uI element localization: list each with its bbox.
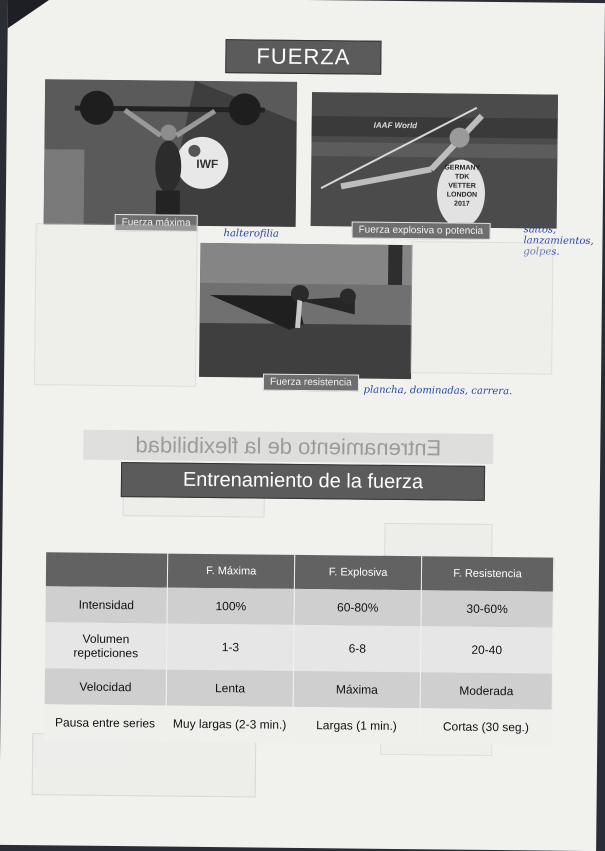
bleed-through-box-2 — [384, 523, 492, 558]
bib-line-name: VETTER — [448, 182, 476, 190]
table-cell: Cortas (30 seg.) — [420, 708, 552, 745]
table-row — [45, 622, 553, 673]
table-cell: 1-3 — [167, 624, 294, 671]
table-row-label: Volumen repeticiones — [45, 622, 167, 669]
iwf-logo-text: IWF — [196, 156, 219, 172]
bib-line-event: LONDON 2017 — [446, 191, 478, 208]
table-header-cell — [46, 552, 168, 587]
table-cell: Lenta — [166, 670, 293, 707]
page-title: FUERZA — [225, 39, 381, 75]
table-cell: Largas (1 min.) — [293, 707, 420, 744]
table-row — [44, 704, 552, 745]
table-row-label: Pausa entre series — [44, 704, 166, 741]
table-cell: 20-40 — [421, 626, 553, 673]
bleed-through-photo-left — [34, 223, 198, 387]
table-cell: Moderada — [420, 672, 552, 709]
bib-line-country: GERMANY — [444, 164, 481, 172]
table-cell: 30-60% — [421, 590, 553, 627]
bleed-through-box-1 — [123, 496, 265, 517]
bleed-through-box-3 — [32, 733, 257, 797]
plank-illustration — [199, 243, 412, 379]
photo-plank — [199, 243, 412, 379]
weightlifter-illustration — [44, 79, 298, 227]
table-row-label: Intensidad — [45, 586, 167, 623]
background-corner — [0, 0, 54, 30]
table-row — [45, 586, 553, 627]
strength-training-table — [44, 552, 554, 745]
stadium-ad-text: IAAF World — [373, 120, 418, 131]
bleed-through-photo-right — [410, 241, 553, 374]
handwritten-note-plancha: plancha, dominadas, carrera. — [363, 384, 513, 398]
bib-line-sponsor: TDK — [454, 173, 470, 181]
bib-number — [442, 163, 482, 208]
caption-fuerza-explosiva: Fuerza explosiva o potencia — [352, 221, 491, 239]
table-header-cell: F. Máxima — [168, 554, 295, 589]
photo-weightlifting — [44, 79, 298, 227]
table-row — [45, 668, 553, 709]
handwritten-note-saltos: saltos, lanzamientos, golpes. — [523, 224, 594, 258]
table-cell: 6-8 — [294, 625, 421, 672]
handwritten-note-halterofilia: halterofilia — [223, 228, 279, 240]
bleed-through-heading: Entrenamiento de la flexibilidad — [83, 430, 493, 464]
section-title: Entrenamiento de la fuerza — [121, 462, 485, 501]
table-cell: 60-80% — [294, 589, 421, 626]
table-cell: Máxima — [293, 671, 420, 708]
table-row-label: Velocidad — [45, 668, 167, 705]
javelin-thrower-illustration — [311, 92, 558, 229]
photo-javelin — [311, 92, 558, 229]
caption-fuerza-resistencia: Fuerza resistencia — [263, 374, 359, 392]
caption-fuerza-maxima: Fuerza máxima — [115, 214, 198, 232]
table-cell: 100% — [167, 588, 294, 625]
table-header-row — [46, 552, 554, 591]
table-header-cell: F. Explosiva — [295, 555, 422, 590]
table-cell: Muy largas (2-3 min.) — [166, 706, 293, 743]
table-header-cell: F. Resistencia — [421, 556, 553, 591]
